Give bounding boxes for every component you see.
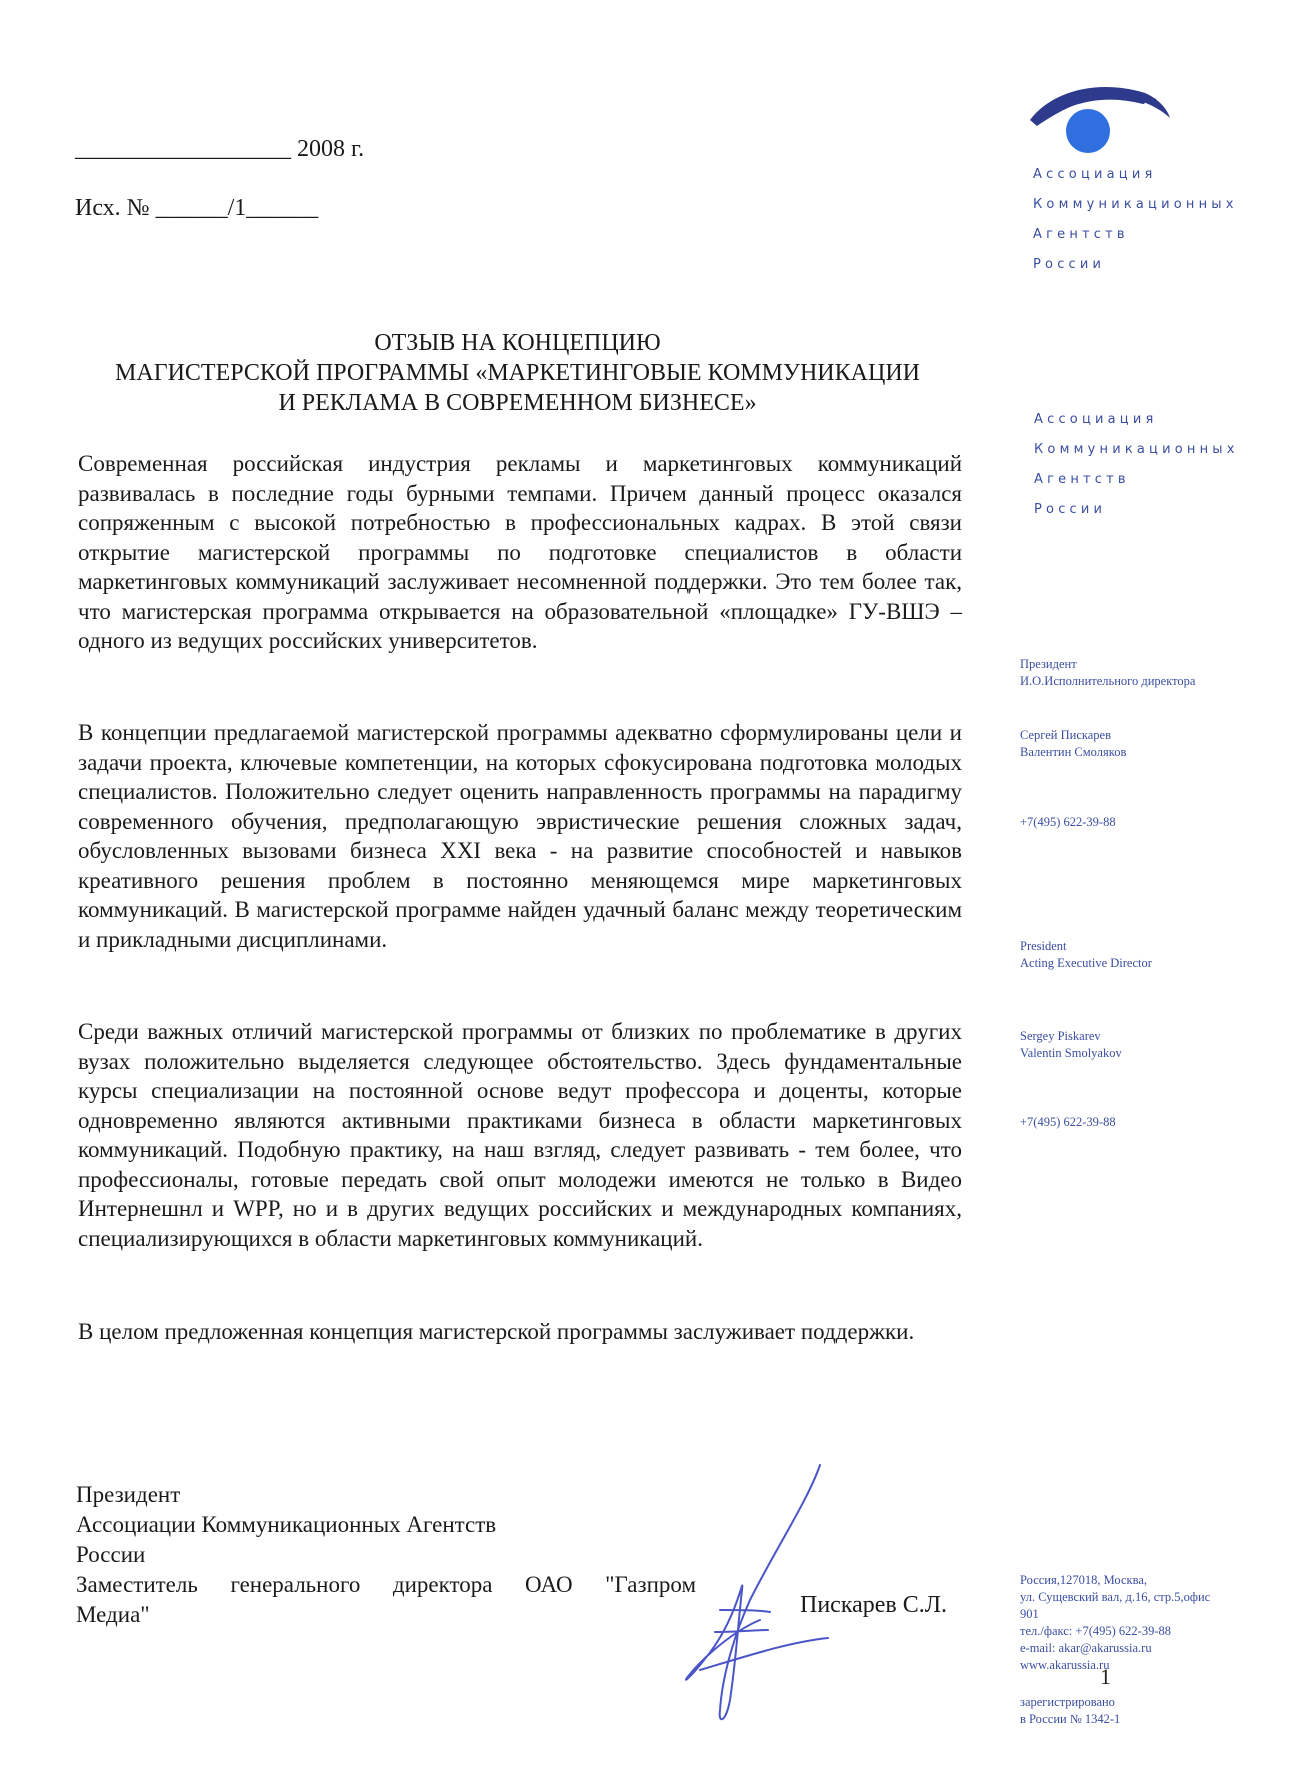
address-email: e-mail: akar@akarussia.ru: [1020, 1641, 1152, 1655]
name-ru-1: Сергей Пискарев: [1020, 728, 1112, 742]
sidebar-phone-2: +7(495) 622-39-88: [1020, 1115, 1116, 1129]
sidebar-phone-1: +7(495) 622-39-88: [1020, 815, 1116, 829]
document-title: [75, 328, 960, 418]
assoc-word-2: Коммуникационных: [1033, 197, 1238, 212]
page-number: 1: [1100, 1664, 1111, 1689]
body-paragraph-2: В концепции предлагаемой магистерской программы адекватно сформулированы цели и задачи проекта, ключевые компетенции, на которых сфокусирована подготовка молодых специалистов. Положительно следует оценить направленность программы на парадигму современного обучения, предполагающую эвристические решения сложных задач, обусловленных вызовами бизнеса XXI века - на развитие способностей и навыков креативного решения проблем в постоянно меняющемся мире маркетинговых коммуникаций. В магистерской программе найден удачный баланс между теоретическим и прикладными дисциплинами.: [78, 720, 962, 952]
position-ru-2: И.О.Исполнительного директора: [1020, 674, 1196, 688]
assoc-word-1: Ассоциация: [1033, 167, 1157, 182]
name-ru-2: Валентин Смоляков: [1020, 745, 1127, 759]
name-en-2: Valentin Smolyakov: [1020, 1046, 1122, 1060]
assoc-word-4: России: [1033, 257, 1106, 272]
association-logo: [1025, 78, 1175, 158]
signer-title-3: России: [76, 1542, 146, 1567]
sidebar-names-en: [1020, 1028, 1122, 1062]
body-paragraph-4: В целом предложенная концепция магистерской программы заслуживает поддержки.: [78, 1319, 915, 1344]
sidebar-address: [1020, 1572, 1280, 1674]
sidebar-positions-ru: [1020, 656, 1195, 690]
assoc-word-3: Агентств: [1034, 472, 1130, 487]
title-line-3: И РЕКЛАМА В СОВРЕМЕННОМ БИЗНЕСЕ»: [278, 390, 757, 416]
assoc-word-1: Ассоциация: [1034, 412, 1158, 427]
signer-title-5: Медиа": [76, 1602, 150, 1627]
signer-title-2: Ассоциации Коммуникационных Агентств: [76, 1512, 497, 1537]
title-line-1: ОТЗЫВ НА КОНЦЕПЦИЮ: [374, 330, 661, 356]
signer-name: Пискарев С.Л.: [800, 1592, 948, 1618]
reference-number-line: Исх. № ______/1______: [75, 195, 319, 221]
registration-line-2: в России № 1342-1: [1020, 1712, 1121, 1726]
address-line-2: ул. Сущевский вал, д.16, стр.5,офис: [1020, 1590, 1211, 1604]
sidebar-positions-en: [1020, 938, 1152, 972]
sidebar-registration: [1020, 1694, 1120, 1728]
sidebar-names-ru: [1020, 727, 1126, 761]
body-paragraph-1: Современная российская индустрия рекламы и маркетинговых коммуникаций развивалась в последние годы бурными темпами. Причем данный процесс оказался сопряженным с высокой потребностью в профессиональных кадрах. В этой связи открытие магистерской программы по подготовке специалистов в области маркетинговых коммуникаций заслуживает несомненной поддержки. Это тем более так, что магистерская программа открывается на образовательной «площадке» ГУ-ВШЭ – одного из ведущих российских университетов.: [78, 451, 962, 653]
title-line-2: МАГИСТЕРСКОЙ ПРОГРАММЫ «МАРКЕТИНГОВЫЕ КОММУНИКАЦИИ: [115, 360, 920, 386]
body-paragraph-3: Среди важных отличий магистерской программы от близких по проблематике в других вузах положительно выделяется следующее обстоятельство. Здесь фундаментальные курсы специализации на постоянной основе ведут профессора и доценты, которые одновременно являются активными практиками бизнеса в области маркетинговых коммуникаций. Подобную практику, на наш взгляд, следует развивать - тем более, что профессионалы, готовые передать свой опыт молодежи имеются не только в Видео Интернешнл и WPP, но и в других ведущих российских и международных компаниях, специализирующихся в области маркетинговых коммуникаций.: [78, 1019, 962, 1251]
position-ru-1: Президент: [1020, 657, 1077, 671]
association-name-top: [1033, 160, 1238, 280]
date-line: __________________ 2008 г.: [75, 136, 365, 162]
address-website: www.akarussia.ru: [1020, 1658, 1110, 1672]
registration-line-1: зарегистрировано: [1020, 1695, 1115, 1709]
assoc-word-2: Коммуникационных: [1034, 442, 1239, 457]
address-line-4: тел./факс: +7(495) 622-39-88: [1020, 1624, 1171, 1638]
position-en-2: Acting Executive Director: [1020, 956, 1152, 970]
position-en-1: President: [1020, 939, 1067, 953]
assoc-word-4: России: [1034, 502, 1107, 517]
address-line-1: Россия,127018, Москва,: [1020, 1573, 1148, 1587]
name-en-1: Sergey Piskarev: [1020, 1029, 1101, 1043]
assoc-word-3: Агентств: [1033, 227, 1129, 242]
signer-title-1: Президент: [76, 1482, 181, 1507]
signature-block: [76, 1480, 696, 1630]
signer-title-4: Заместитель генерального директора ОАО "Газпром: [76, 1572, 696, 1597]
association-name-sidebar: [1034, 405, 1239, 525]
address-line-3: 901: [1020, 1607, 1039, 1621]
